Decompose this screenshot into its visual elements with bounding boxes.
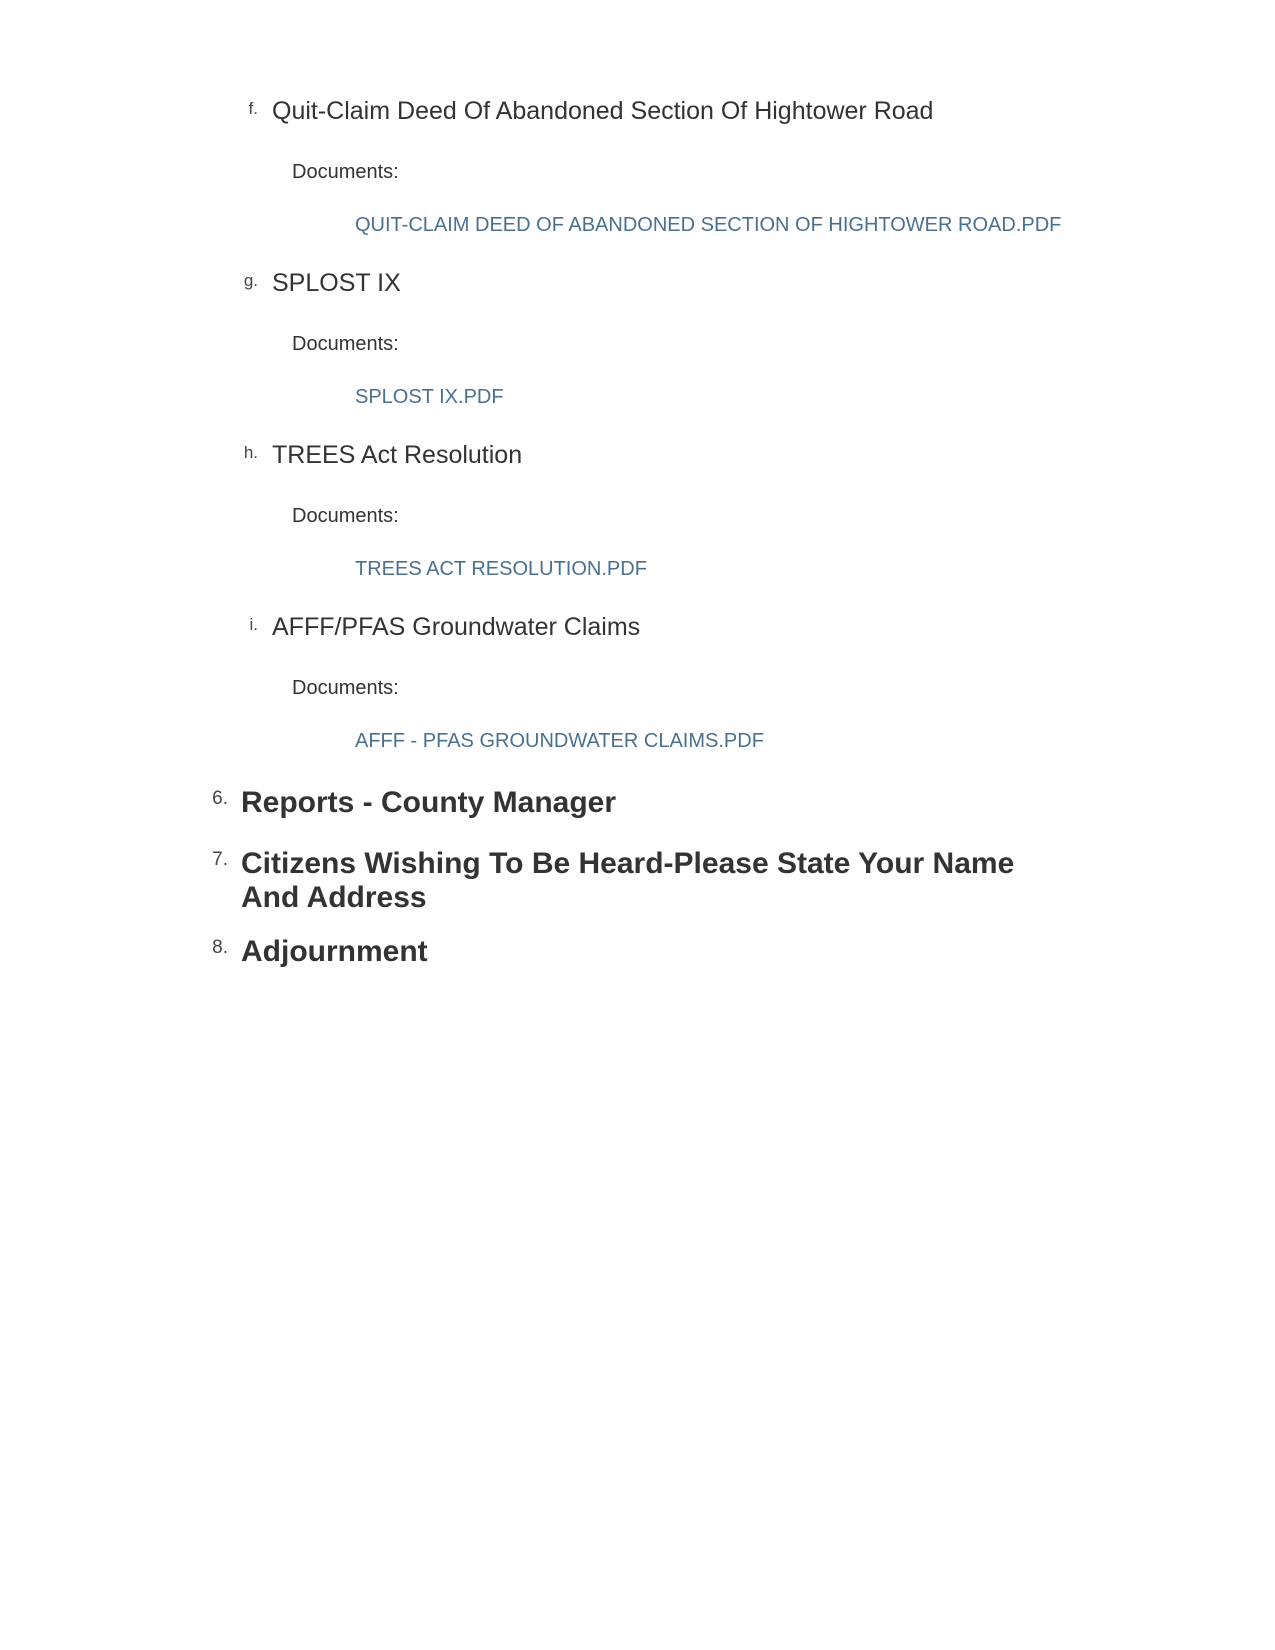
item-title: Citizens Wishing To Be Heard-Please State Your Name And Address [241,847,1015,914]
item-number: 7. [212,849,228,870]
subitem-title: TREES Act Resolution [272,441,523,469]
document-link[interactable]: SPLOST IX.PDF [355,386,504,408]
documents-label: Documents: [292,161,399,183]
subitem-title: Quit-Claim Deed Of Abandoned Section Of Hightower Road [272,97,934,125]
item-number: 8. [212,937,228,958]
documents-label: Documents: [292,677,399,699]
documents-label: Documents: [292,333,399,355]
item-number: 6. [212,788,228,809]
subitem-letter: i. [249,615,258,634]
document-link[interactable]: AFFF - PFAS GROUNDWATER CLAIMS.PDF [355,730,764,752]
subitem-letter: f. [248,99,258,118]
subitem-title: AFFF/PFAS Groundwater Claims [272,613,641,641]
document-link[interactable]: TREES ACT RESOLUTION.PDF [355,558,647,580]
subitem-title: SPLOST IX [272,269,401,297]
subitem-letter: g. [243,271,258,290]
documents-label: Documents: [292,505,399,527]
document-link[interactable]: QUIT-CLAIM DEED OF ABANDONED SECTION OF HIGHTOWER ROAD.PDF [355,214,1062,236]
subitem-letter: h. [243,443,258,462]
item-title: Adjournment [241,935,428,968]
item-title: Reports - County Manager [241,786,617,819]
